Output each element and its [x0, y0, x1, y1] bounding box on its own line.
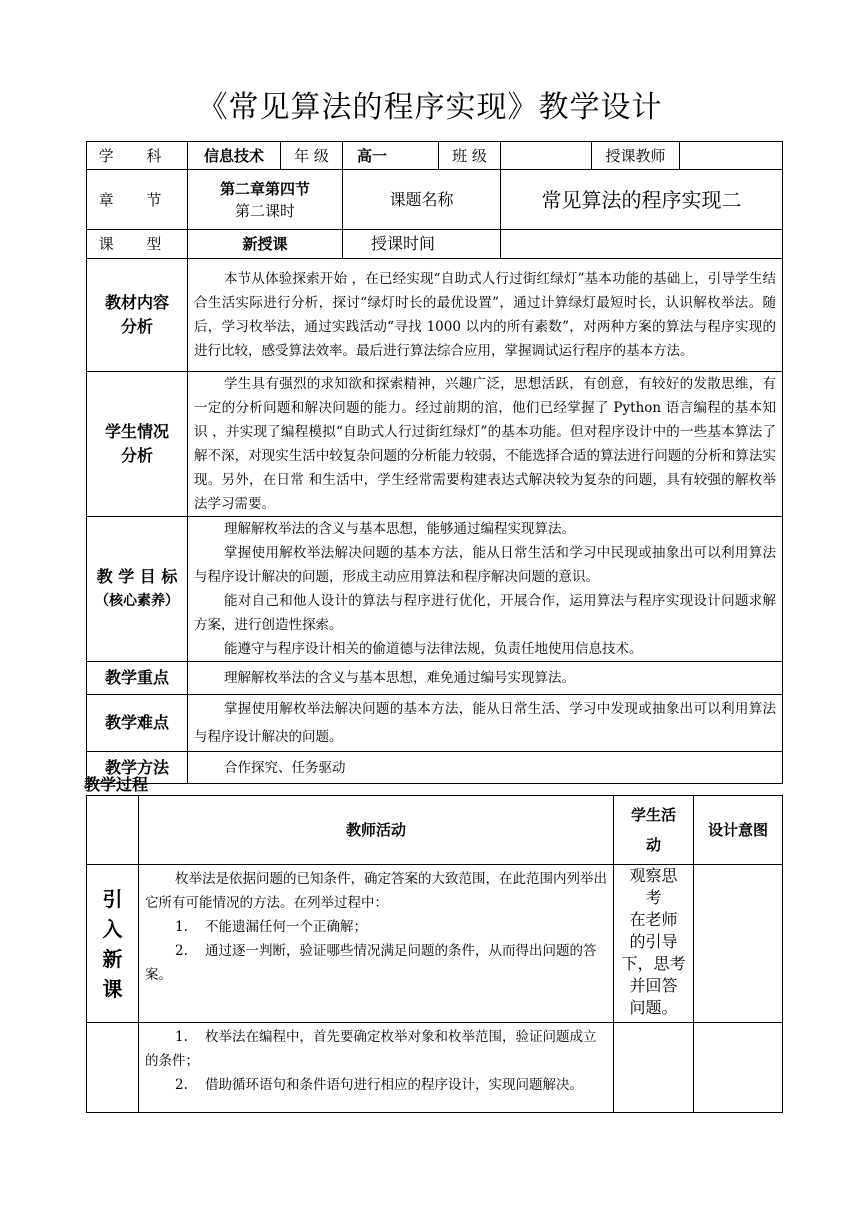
student-line: 下，思考 [621, 954, 686, 973]
student-line: 问题。 [629, 998, 678, 1017]
difficulties-label: 教学难点 [87, 695, 188, 752]
material-analysis-label [87, 259, 188, 372]
goal-item: 理解解枚举法的含义与基本思想，能够通过编程实现算法。 [224, 521, 575, 537]
subject-label: 学 科 [87, 142, 188, 170]
material-text: 本节从体验探索开始 ，在已经实现“自助式人行过街红绿灯”基本功能的基础上，引导学生结合生活实际进行分析，探讨“绿灯时长的最优设置”，通过计算绿灯最短时长，认识解枚举法。随后，学习枚举法，通过实践活动“寻找 1000 以内的所有素数”，对两种方案的算法与程序实现的进行比较，感受算法效率。最后进行算法综合应用，掌握调试运行程序的基本方法。 [194, 271, 776, 359]
goal-item: 掌握使用解枚举法解决问题的基本方法，能从日常生活和学习中民现或抽象出可以利用算法与程序设计解决的问题，形成主动应用算法和程序解决问题的意识。 [194, 545, 776, 585]
time-value [501, 230, 783, 259]
teacher-activity-programming [139, 1023, 614, 1113]
list-item-number: 2. [175, 1077, 188, 1093]
key-points-text [188, 662, 783, 695]
teaching-process-table [86, 795, 783, 1113]
subject-value: 信息技术 [188, 142, 281, 170]
student-activity-intro [614, 865, 694, 1023]
teaching-goals-label [87, 517, 188, 662]
key-points-content: 理解解枚举法的含义与基本思想，难免通过编号实现算法。 [224, 670, 575, 686]
material-label-line2: 分析 [120, 317, 153, 336]
stage-char: 引 [102, 886, 123, 911]
material-analysis-text [188, 259, 783, 372]
teacher-activity-intro [139, 865, 614, 1023]
list-item-number: 2. [175, 943, 188, 959]
student-line: 在老师 [629, 910, 678, 929]
student-line: 并回答 [629, 976, 678, 995]
class-value [501, 142, 592, 170]
chapter-value [188, 170, 343, 230]
time-label: 授课时间 [343, 230, 501, 259]
lesson-info-table [86, 141, 783, 784]
chapter-value-line2: 第二课时 [234, 201, 295, 220]
teacher-steps-list [145, 915, 607, 987]
student-activity-programming [614, 1023, 694, 1113]
document-title: 《常见算法的程序实现》教学设计 [197, 90, 663, 125]
methods-content: 合作探究、任务驱动 [224, 759, 346, 776]
student-analysis-label [87, 372, 188, 517]
list-item-number: 1. [175, 919, 188, 935]
difficulties-content: 掌握使用解枚举法解决问题的基本方法，能从日常生活、学习中发现或抽象出可以利用算法与程序设计解决的问题。 [194, 701, 776, 745]
teacher-label: 授课教师 [592, 142, 680, 170]
key-points-label: 教学重点 [87, 662, 188, 695]
list-item [145, 1025, 607, 1073]
student-analysis-text [188, 372, 783, 517]
list-item-text: 通过逐一判断，验证哪些情况满足问题的条件，从而得出问题的答案。 [145, 943, 597, 983]
students-text: 学生具有强烈的求知欲和探索精神，兴趣广泛，思想活跃，有创意，有较好的发散思维，有一定的分析问题和解决问题的能力。经过前期的涫，他们已经掌握了 Python 语言编程的基本知识 ，并实现了编程模拟“自助式人行过街红绿灯”的基本功能。但对程序设计中的一些基本算法了解不深，对现实生活中较复杂问题的分析能力较弱，不能选择合适的算法进行问题的分析和算法实现。另外，在日常 和生活中，学生经常需要构建表达式解决较为复杂的问题，具有较强的解枚举法学习需要。 [194, 376, 776, 512]
student-header-line1: 学生活 [630, 806, 676, 824]
list-item-text: 枚举法在编程中，首先要确定枚举对象和枚举范围，验证问题成立的条件； [145, 1029, 597, 1069]
grade-label: 年 级 [281, 142, 343, 170]
stage-intro-new-lesson [87, 865, 139, 1023]
goals-label-line1: 教 学 目 标 [96, 567, 178, 586]
design-intent-programming [694, 1023, 783, 1113]
students-label-line2: 分析 [120, 446, 153, 465]
process-label: 教学过程 [84, 775, 149, 794]
process-header-intent: 设计意图 [694, 796, 783, 865]
students-label-line1: 学生情况 [104, 422, 169, 441]
type-value: 新授课 [188, 230, 343, 259]
teaching-goals-text [188, 517, 783, 662]
goal-item: 能对自己和他人设计的算法与程序进行优化，开展合作，运用算法与程序实现设计问题求解方案，进行创造性探索。 [194, 593, 776, 633]
list-item-text: 不能遗漏任何一个正确解； [205, 919, 367, 935]
list-item-text: 借助循环语句和条件语句进行相应的程序设计，实现问题解决。 [205, 1077, 583, 1093]
list-item-number: 1. [175, 1029, 188, 1045]
type-label: 课 型 [87, 230, 188, 259]
chapter-label: 章 节 [87, 170, 188, 230]
material-label-line1: 教材内容 [104, 293, 169, 312]
process-header-teacher: 教师活动 [139, 796, 614, 865]
goals-label-line2: （核心素养） [95, 593, 179, 609]
methods-label: 教学方法 [87, 752, 188, 784]
student-header-line2: 动 [645, 836, 661, 854]
stage-char: 课 [102, 976, 123, 1001]
stage-char: 新 [102, 946, 123, 971]
student-line: 的引导 [629, 932, 678, 951]
class-label: 班 级 [439, 142, 501, 170]
teacher-value [680, 142, 783, 170]
methods-text [188, 752, 783, 784]
difficulties-text [188, 695, 783, 752]
list-item [145, 1073, 607, 1097]
process-header-student [614, 796, 694, 865]
list-item [145, 939, 607, 987]
list-item [145, 915, 607, 939]
grade-value: 高一 [343, 142, 439, 170]
teacher-intro-text: 枚举法是依据问题的已知条件，确定答案的大致范围，在此范围内列举出它所有可能情况的方法。在列举过程中： [145, 871, 607, 911]
student-line: 观察思 [629, 866, 678, 885]
topic-value: 常见算法的程序实现二 [501, 170, 783, 230]
design-intent-intro [694, 865, 783, 1023]
process-header-stage [87, 796, 139, 865]
teacher-steps-list [145, 1025, 607, 1097]
stage-char: 入 [102, 916, 123, 941]
chapter-value-line1: 第二章第四节 [219, 179, 310, 198]
student-line: 考 [645, 888, 662, 907]
goal-item: 能遵守与程序设计相关的偷道德与法律法规，负责任地使用信息技术。 [224, 641, 643, 657]
stage-empty [87, 1023, 139, 1113]
topic-label: 课题名称 [343, 170, 501, 230]
